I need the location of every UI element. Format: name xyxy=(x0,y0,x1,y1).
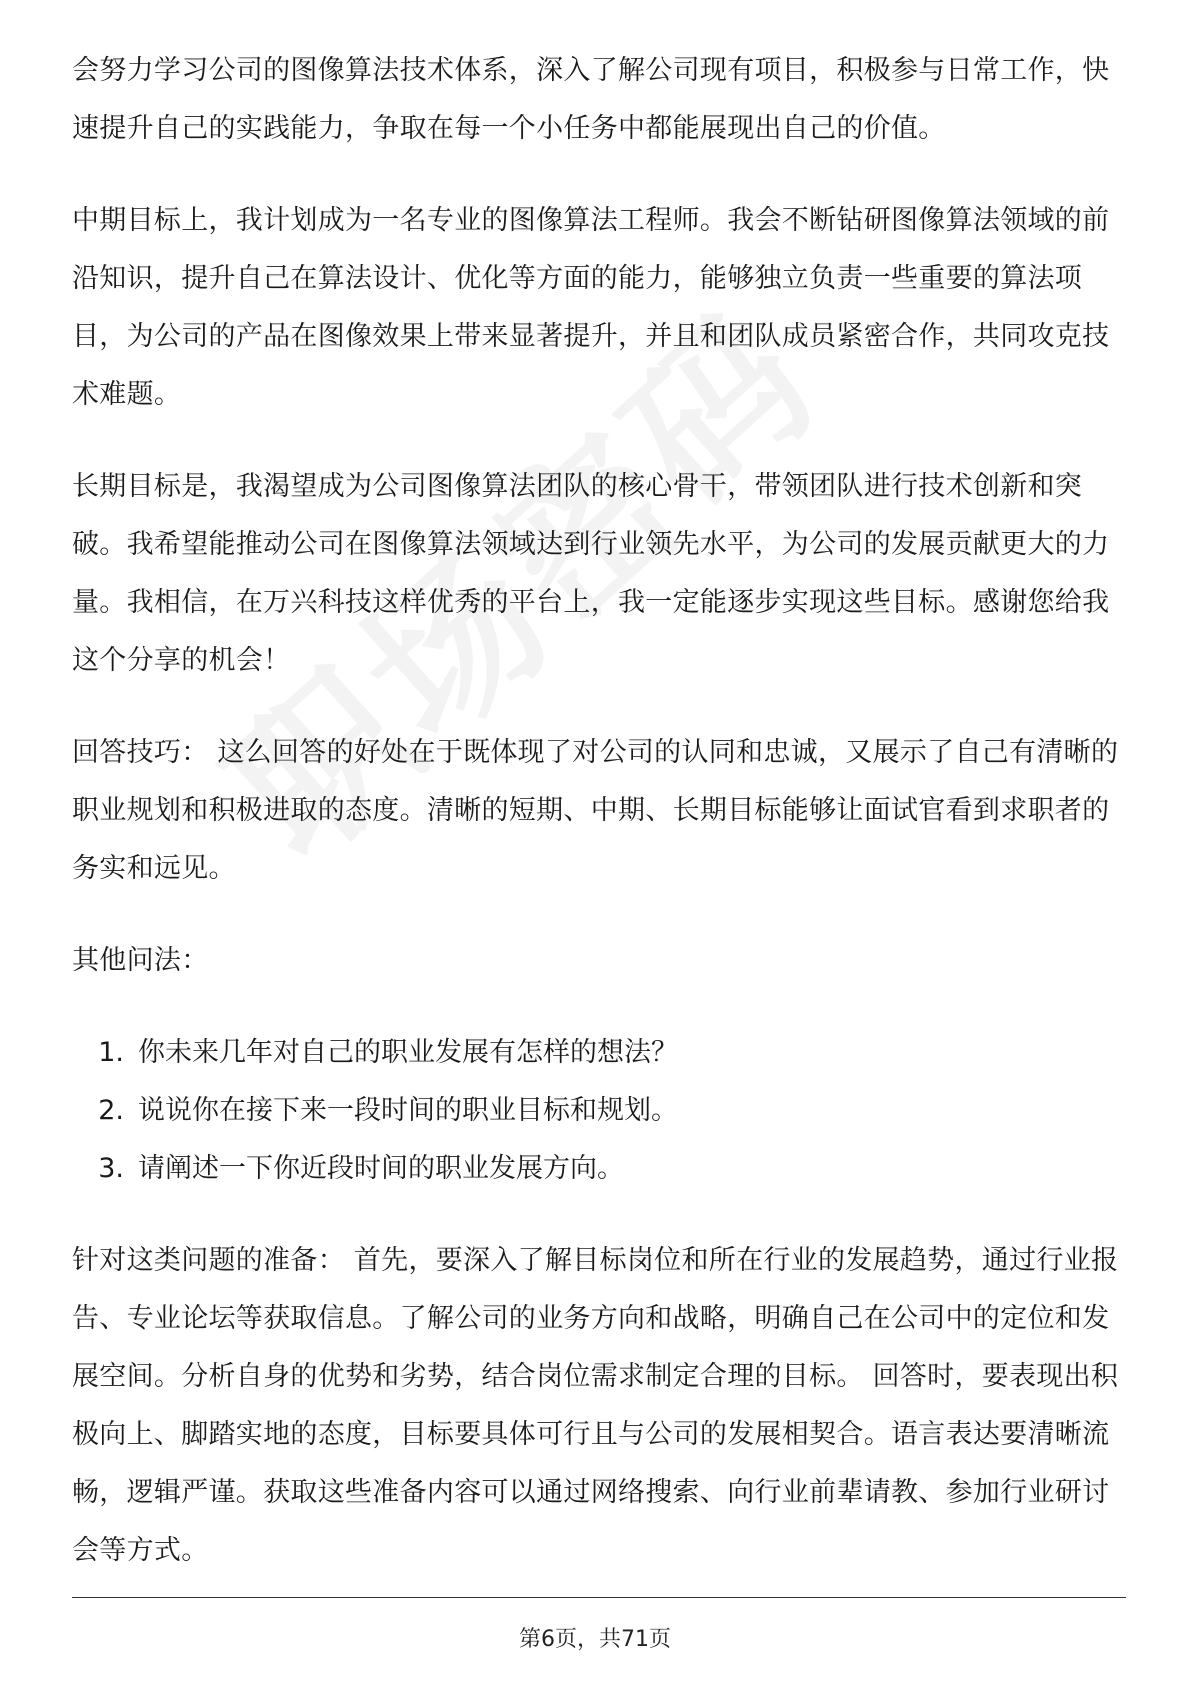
list-item-number: 1. xyxy=(98,1037,124,1068)
paragraph-long-term-goal: 长期目标是，我渴望成为公司图像算法团队的核心骨干，带领团队进行技术创新和突破。我希望能推动公司在图像算法领域达到行业领先水平，为公司的发展贡献更大的力量。我相信，在万兴科技这样优秀的平台上，我一定能逐步实现这些目标。感谢您给我这个分享的机会！ xyxy=(72,471,1110,676)
list-item xyxy=(72,1024,1132,1082)
heading-other-questions: 其他问法： xyxy=(72,945,209,976)
footer-divider xyxy=(72,1597,1126,1598)
other-questions-list xyxy=(72,1024,1132,1198)
list-item xyxy=(72,1140,1132,1198)
page-content xyxy=(72,42,1132,1614)
list-item xyxy=(72,1082,1132,1140)
list-item-text: 请阐述一下你近段时间的职业发展方向。 xyxy=(138,1153,624,1184)
paragraph-short-term-continued: 会努力学习公司的图像算法技术体系，深入了解公司现有项目，积极参与日常工作，快速提升自己的实践能力，争取在每一个小任务中都能展现出自己的价值。 xyxy=(72,55,1110,144)
page-number: 第6页，共71页 xyxy=(519,1627,671,1652)
paragraph-mid-term-goal: 中期目标上，我计划成为一名专业的图像算法工程师。我会不断钻研图像算法领域的前沿知识，提升自己在算法设计、优化等方面的能力，能够独立负责一些重要的算法项目，为公司的产品在图像效果上带来显著提升，并且和团队成员紧密合作，共同攻克技术难题。 xyxy=(72,205,1110,410)
list-item-number: 3. xyxy=(98,1153,124,1184)
paragraph-preparation: 针对这类问题的准备： 首先，要深入了解目标岗位和所在行业的发展趋势，通过行业报告、专业论坛等获取信息。了解公司的业务方向和战略，明确自己在公司中的定位和发展空间。分析自身的优势和劣势，结合岗位需求制定合理的目标。 回答时，要表现出积极向上、脚踏实地的态度，目标要具体可行且与公司的发展相契合。语言表达要清晰流畅，逻辑严谨。获取这些准备内容可以通过网络搜索、向行业前辈请教、参加行业研讨会等方式。 xyxy=(72,1245,1119,1566)
list-item-number: 2. xyxy=(98,1095,124,1126)
list-item-text: 说说你在接下来一段时间的职业目标和规划。 xyxy=(138,1095,678,1126)
paragraph-answer-tips: 回答技巧： 这么回答的好处在于既体现了对公司的认同和忠诚，又展示了自己有清晰的职业规划和积极进取的态度。清晰的短期、中期、长期目标能够让面试官看到求职者的务实和远见。 xyxy=(72,737,1119,884)
list-item-text: 你未来几年对自己的职业发展有怎样的想法？ xyxy=(138,1037,678,1068)
